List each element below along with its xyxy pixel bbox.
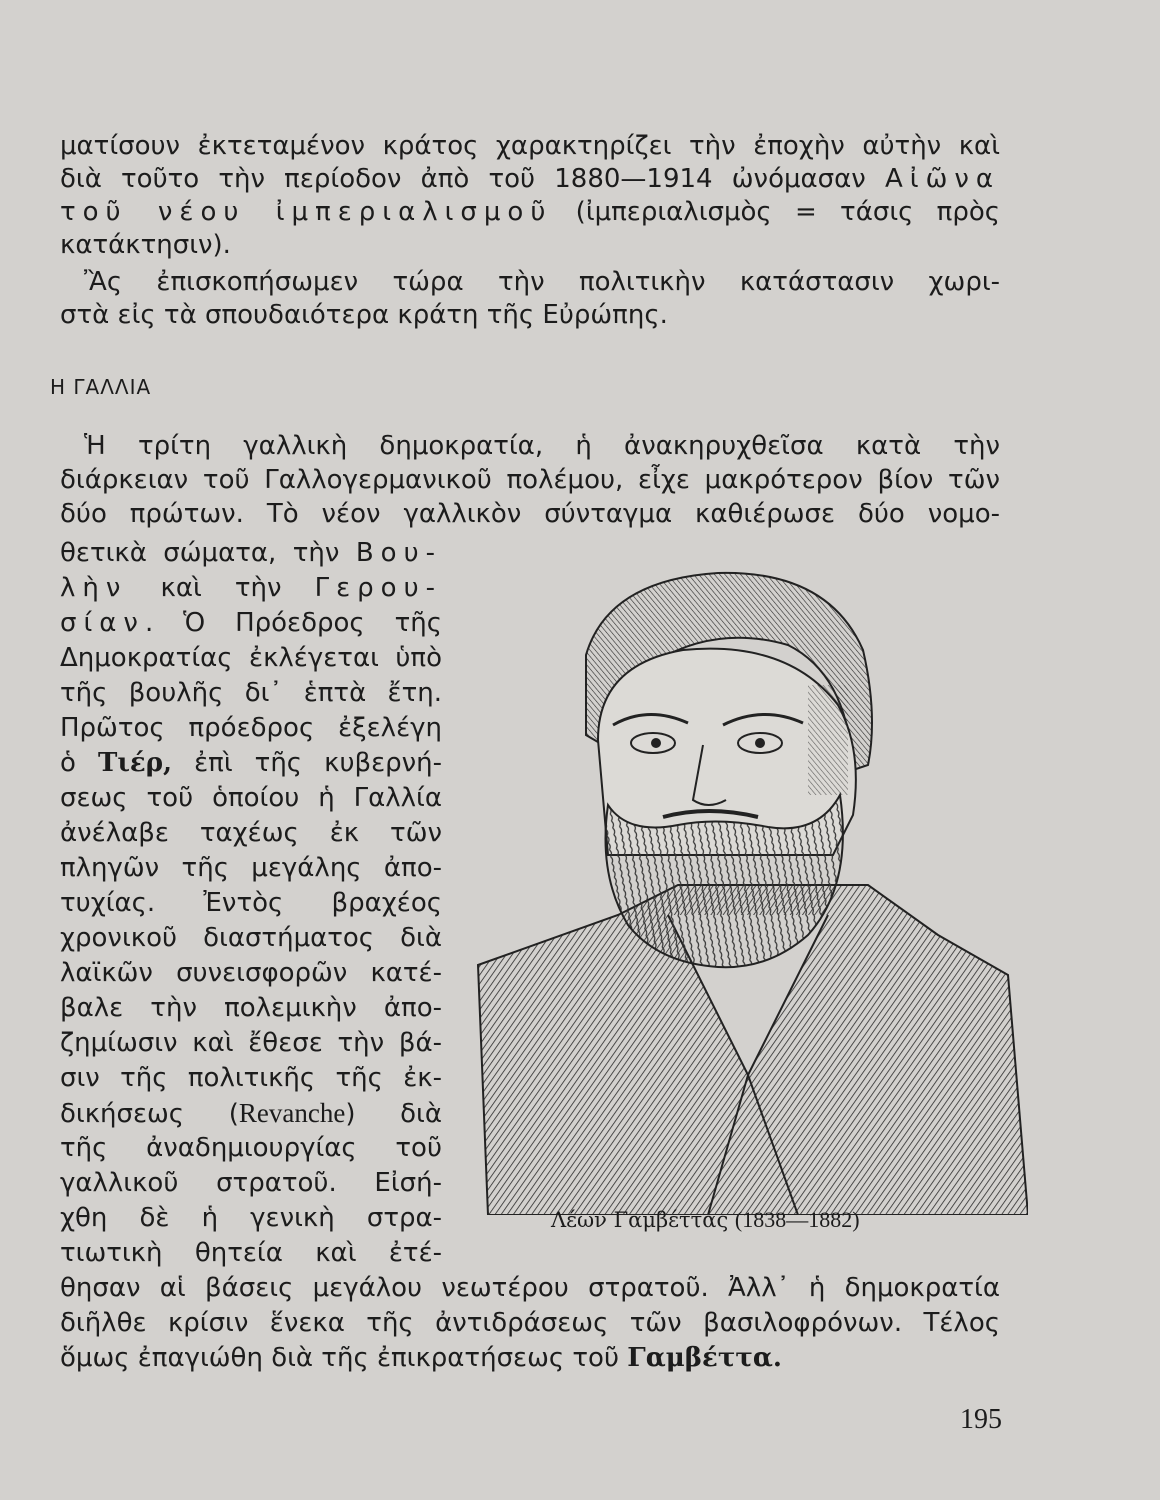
caption-name: Λέων Γαμβέττας (551, 1208, 729, 1232)
text-line: δύο πρώτων. Τὸ νέον γαλλικὸν σύνταγμα καθιέρωσε δύο νομο- (60, 499, 1000, 529)
spaced-term: λὴν (60, 573, 128, 603)
text-line: ματίσουν ἐκτεταμένον κράτος χαρακτηρίζει τὴν ἐποχὴν αὐτὴν καὶ (60, 131, 1000, 161)
text-line: ζημίωσιν καὶ ἔθεσε τὴν βά- (60, 1028, 442, 1058)
spaced-term: Γερου- (314, 573, 443, 603)
text-line: ἀνέλαβε ταχέως ἐκ τῶν (60, 818, 442, 848)
bold-name: Γαμβέττα. (627, 1343, 782, 1373)
text-line: τιωτικὴ θητεία καὶ ἐτέ- (60, 1238, 442, 1268)
text-line: τῆς ἀναδημιουργίας τοῦ (60, 1133, 442, 1163)
spaced-term: Αἰῶνα (884, 164, 1001, 194)
text-line: σεως τοῦ ὁποίου ἡ Γαλλία (60, 783, 442, 813)
text-line: θετικὰ σώματα, τὴν Βου- (60, 538, 442, 568)
text-line: διῆλθε κρίσιν ἕνεκα τῆς ἀντιδράσεως τῶν βασιλοφρόνων. Τέλος (60, 1308, 1000, 1338)
text-line: λὴν καὶ τὴν Γερου- (60, 573, 443, 603)
gambetta-portrait (468, 555, 1028, 1215)
text-line: ὁ Τιέρ, ἐπὶ τῆς κυβερνή- (60, 748, 443, 778)
text-line: διὰ τοῦτο τὴν περίοδον ἀπὸ τοῦ 1880—1914 ὠνόμασαν Αἰῶνα (60, 164, 1001, 194)
bold-name: Τιέρ, (97, 748, 173, 778)
text-line: βαλε τὴν πολεμικὴν ἀπο- (60, 993, 442, 1023)
text-line: διάρκειαν τοῦ Γαλλογερμανικοῦ πολέμου, εἶχε μακρότερον βίον τῶν (60, 465, 1000, 495)
latin-term: Revanche (238, 1098, 346, 1128)
text-line: στὰ εἰς τὰ σπουδαιότερα κράτη τῆς Εὐρώπης. (60, 300, 668, 330)
text-line: θησαν αἱ βάσεις μεγάλου νεωτέρου στρατοῦ. Ἀλλ᾽ ἡ δημοκρατία (60, 1273, 1000, 1303)
text-line: σιν τῆς πολιτικῆς τῆς ἐκ- (60, 1063, 442, 1093)
text-line: Δημοκρατίας ἐκλέγεται ὑπὸ (60, 643, 442, 673)
text-line: σίαν. Ὁ Πρόεδρος τῆς (60, 608, 442, 638)
page-number: 195 (960, 1404, 1002, 1435)
text-line: κατάκτησιν). (60, 230, 231, 260)
text-line: χρονικοῦ διαστήματος διὰ (60, 923, 442, 953)
text-line: Ἡ τρίτη γαλλικὴ δημοκρατία, ἡ ἀνακηρυχθεῖσα κατὰ τὴν (84, 431, 1000, 461)
text-line: πληγῶν τῆς μεγάλης ἀπο- (60, 853, 442, 883)
spaced-term: σίαν (60, 608, 145, 638)
spaced-term: τοῦ νέου ἰμπεριαλισμοῦ (60, 197, 553, 227)
text-line: δικήσεως (Revanche) διὰ (60, 1098, 442, 1129)
caption-dates: (1838—1882) (734, 1207, 860, 1232)
text-line: λαϊκῶν συνεισφορῶν κατέ- (60, 958, 442, 988)
text-line: ὅμως ἐπαγιώθη διὰ τῆς ἐπικρατήσεως τοῦ Γαμβέττα. (60, 1343, 782, 1373)
text-line: τῆς βουλῆς δι᾽ ἑπτὰ ἔτη. (60, 678, 442, 708)
text-line: γαλλικοῦ στρατοῦ. Εἰσή- (60, 1168, 442, 1198)
section-heading: Η ΓΑΛΛΙΑ (50, 375, 152, 399)
figure-caption (551, 1207, 860, 1233)
text-line: Πρῶτος πρόεδρος ἐξελέγη (60, 713, 442, 743)
text-line: τυχίας. Ἐντὸς βραχέος (60, 888, 442, 918)
spaced-term: Βου- (355, 538, 442, 568)
text-line: τοῦ νέου ἰμπεριαλισμοῦ (ἰμπεριαλισμὸς = τάσις πρὸς (60, 197, 1000, 227)
text-line: χθη δὲ ἡ γενικὴ στρα- (60, 1203, 442, 1233)
text-line: Ἂς ἐπισκοπήσωμεν τώρα τὴν πολιτικὴν κατάστασιν χωρι- (84, 267, 1000, 297)
